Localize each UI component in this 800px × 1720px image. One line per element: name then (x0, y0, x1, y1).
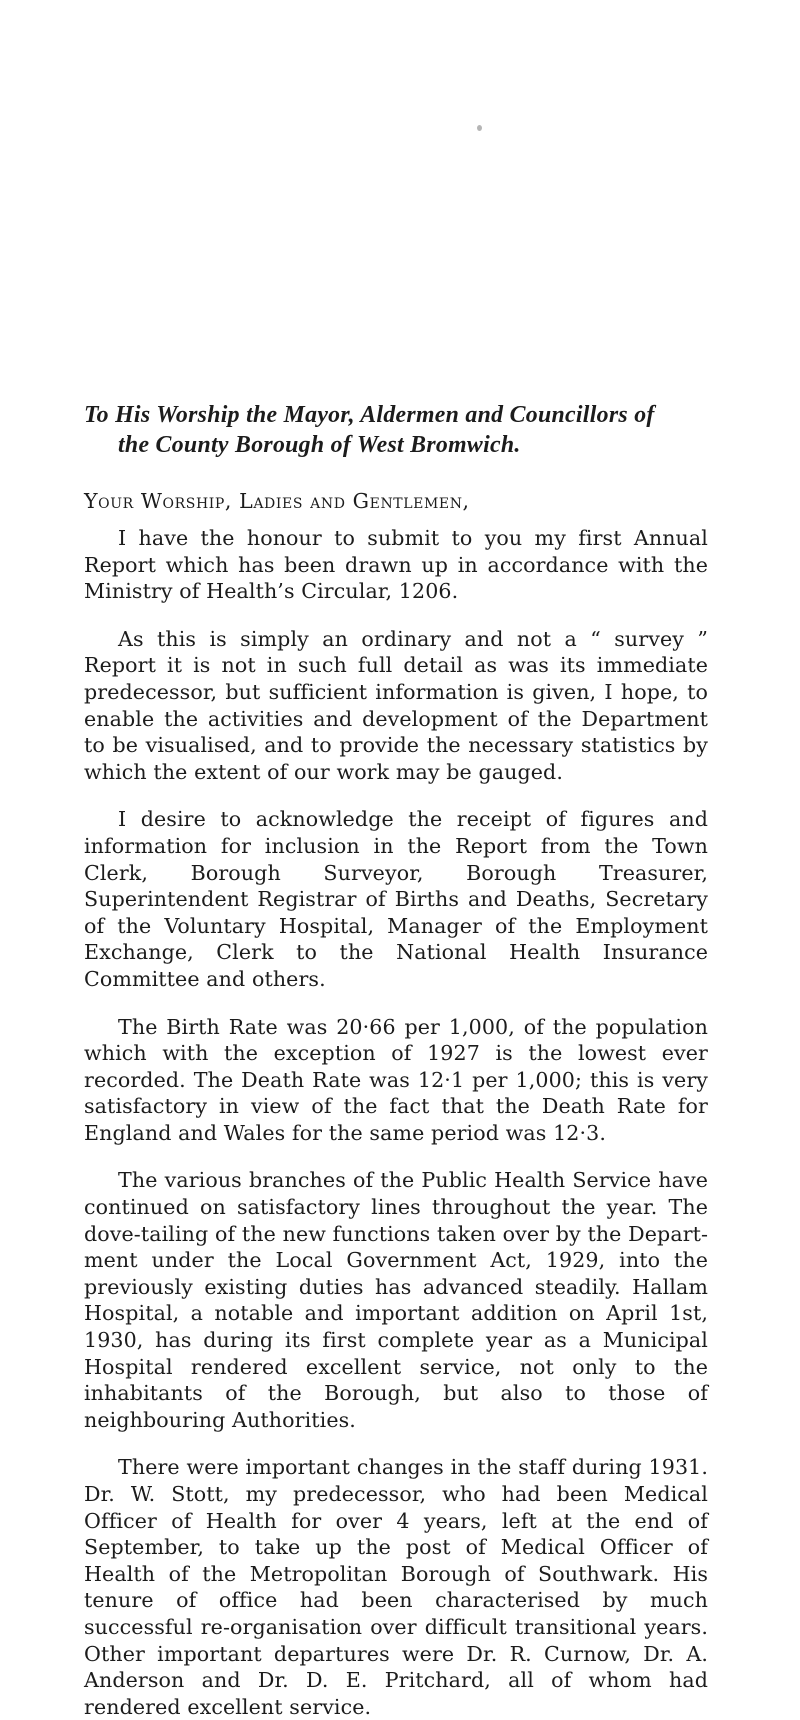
salutation (84, 488, 708, 515)
document-page (84, 400, 708, 1719)
paragraph-birth-death-rates: The Birth Rate was 20·66 per 1,000, of the population which with the exception of 1927 is the lowest ever recorded. The Death Rate was 12·1 per 1,000; this is very satisfactory in view of the fact that the Death Rate for England and Wales for the same period was 12·3. (84, 1014, 708, 1145)
address-line-1: To His Worship the Mayor, Aldermen and Councillors of (84, 402, 655, 428)
paragraph-acknowledgements: I desire to acknowledge the receipt of figures and information for inclusion in the Report from the Town Clerk, Borough Surveyor, Borough Treasurer, Superintendent Registrar of Births and Deaths, Secretary of the Voluntary Hospital, Manager of the Employment Exchange, Clerk to the National Health Insurance Committee and others. (84, 807, 708, 991)
address-heading (84, 400, 708, 460)
paragraph-staff-changes: There were important changes in the staff during 1931. Dr. W. Stott, my predecessor, who had been Medical Officer of Health for over 4 years, left at the end of September, to take up the post of Medical Officer of Health of the Metropolitan Borough of Southwark. His tenure of office had been characterised by much successful re-organisation over difficult transitional years. Other important departures were Dr. R. Curnow, Dr. A. Anderson and Dr. D. E. Pritchard, all of whom had rendered excellent service. (84, 1455, 708, 1719)
address-line-2: the County Borough of West Bromwich. (118, 432, 521, 458)
paper-speck (477, 125, 482, 131)
salutation-text: Your Worship, Ladies and Gentlemen, (84, 489, 470, 513)
paragraph-public-health-service: The various branches of the Public Health Service have continued on satisfactory lines throughout the year. The dove-tailing of the new functions taken over by the Department under the Local Government Act, 1929, into the previously existing duties has advanced steadily. Hallam Hospital, a notable and important addition on April 1st, 1930, has during its first complete year as a Municipal Hospital rendered excellent service, not only to the inhabitants of the Borough, but also to those of neighbouring Authorities. (84, 1168, 708, 1432)
paragraph-survey-report: As this is simply an ordinary and not a “ survey ” Report it is not in such full detail as was its immediate predecessor, but sufficient information is given, I hope, to enable the activities and development of the Department to be visualised, and to provide the necessary statistics by which the extent of our work may be gauged. (84, 626, 708, 784)
paragraph-annual-report: I have the honour to submit to you my first Annual Report which has been drawn up in accordance with the Ministry of Health’s Circular, 1206. (84, 526, 708, 604)
